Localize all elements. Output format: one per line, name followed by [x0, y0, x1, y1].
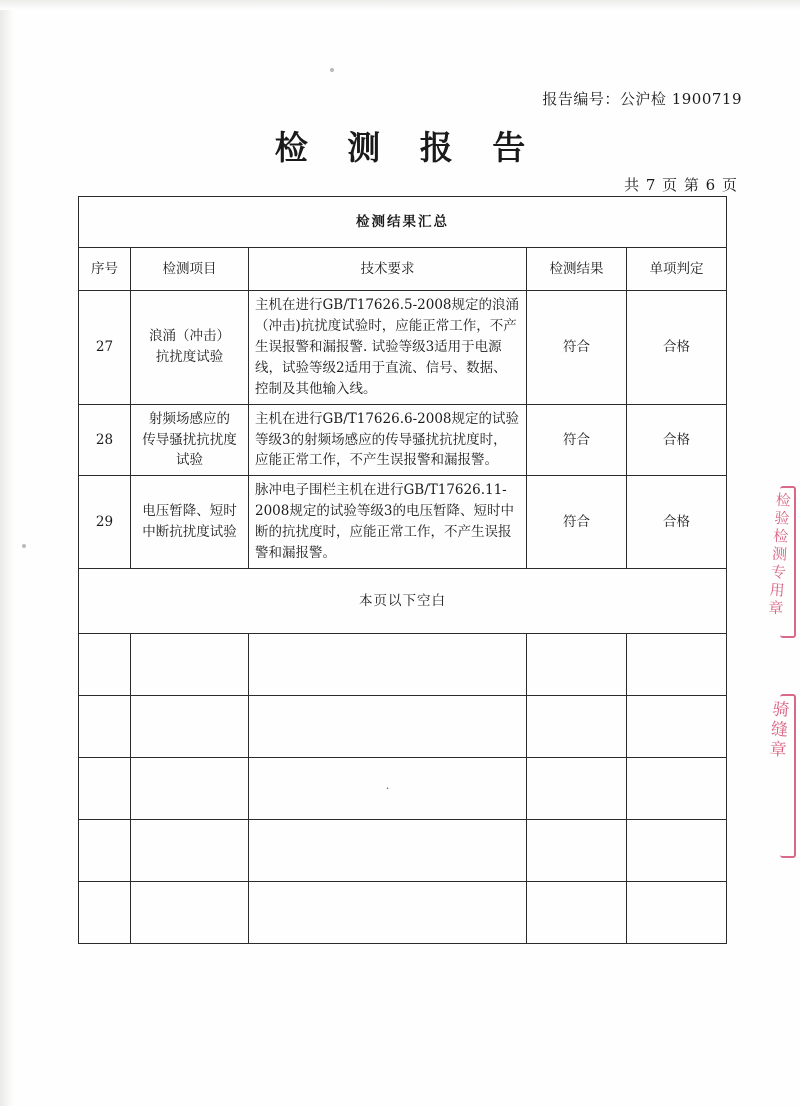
- empty-cell: [79, 820, 131, 882]
- scan-speck: [22, 544, 26, 548]
- empty-cell: [249, 820, 527, 882]
- empty-cell: [249, 696, 527, 758]
- row-item-line: 试验: [176, 452, 203, 469]
- row-judgement: 合格: [627, 476, 727, 569]
- red-seal-mark: 检验检测专用章: [765, 491, 793, 619]
- row-item: [131, 476, 249, 569]
- table-caption: 检测结果汇总: [79, 197, 727, 248]
- table-row-empty: [79, 696, 727, 758]
- column-header-requirement: 技术要求: [249, 248, 527, 291]
- row-number: 27: [79, 291, 131, 405]
- row-item: [131, 291, 249, 405]
- empty-cell: [131, 696, 249, 758]
- table-caption-row: [79, 197, 727, 248]
- empty-cell: [527, 882, 627, 944]
- row-item: [131, 404, 249, 476]
- table-header-row: [79, 248, 727, 291]
- empty-cell: [131, 820, 249, 882]
- table-row-empty: [79, 882, 727, 944]
- empty-cell: [627, 696, 727, 758]
- empty-cell: [527, 696, 627, 758]
- test-results-table: [78, 196, 727, 944]
- empty-cell: [249, 634, 527, 696]
- row-judgement: 合格: [627, 404, 727, 476]
- column-header-no: 序号: [79, 248, 131, 291]
- row-requirement: 脉冲电子围栏主机在进行GB/T17626.11-2008规定的试验等级3的电压暂降、短时中断的抗扰度时，应能正常工作，不产生误报警和漏报警。: [249, 476, 527, 569]
- column-header-result: 检测结果: [527, 248, 627, 291]
- empty-cell: [131, 758, 249, 820]
- empty-cell: [527, 634, 627, 696]
- empty-cell: [627, 758, 727, 820]
- empty-cell: [131, 882, 249, 944]
- empty-cell: [627, 820, 727, 882]
- table-row: [79, 404, 727, 476]
- page-title: 检 测 报 告: [274, 128, 540, 167]
- row-number: 29: [79, 476, 131, 569]
- column-header-item: 检测项目: [131, 248, 249, 291]
- blank-note: 本页以下空白: [79, 569, 727, 634]
- table-row-empty: [79, 758, 727, 820]
- table-row: [79, 291, 727, 405]
- row-requirement: 主机在进行GB/T17626.6-2008规定的试验等级3的射频场感应的传导骚扰抗扰度时，应能正常工作，不产生误报警和漏报警。: [249, 404, 527, 476]
- empty-cell: [79, 696, 131, 758]
- table-row-empty: [79, 820, 727, 882]
- empty-cell: [527, 820, 627, 882]
- red-seal-mark: 骑缝章: [764, 699, 790, 761]
- scan-speck: [330, 68, 334, 72]
- table-row-empty: [79, 634, 727, 696]
- empty-cell: [249, 882, 527, 944]
- paper-edge-top: [0, 0, 800, 10]
- row-item-line: 传导骚扰抗扰度: [142, 431, 237, 448]
- row-number: 28: [79, 404, 131, 476]
- row-item-line: 抗扰度试验: [155, 349, 224, 366]
- empty-cell: [527, 758, 627, 820]
- empty-cell: [131, 634, 249, 696]
- empty-cell: [79, 634, 131, 696]
- empty-cell: [249, 758, 527, 820]
- row-item-line: 中断抗扰度试验: [142, 524, 237, 541]
- row-result: 符合: [527, 404, 627, 476]
- row-item-line: 射频场感应的: [149, 410, 230, 427]
- row-result: 符合: [527, 291, 627, 405]
- empty-cell: [79, 758, 131, 820]
- row-item-line: 电压暂降、短时: [142, 503, 237, 520]
- empty-cell: [627, 882, 727, 944]
- empty-cell: [627, 634, 727, 696]
- table-row: [79, 476, 727, 569]
- row-item-line: 浪涌（冲击）: [149, 328, 230, 345]
- scan-speck: ·: [385, 782, 390, 796]
- report-number: 报告编号：公沪检 1900719: [542, 90, 742, 108]
- row-result: 符合: [527, 476, 627, 569]
- row-requirement: 主机在进行GB/T17626.5-2008规定的浪涌（冲击)抗扰度试验时，应能正常工作，不产生误报警和漏报警. 试验等级3适用于电源线，试验等级2适用于直流、信号、数据、控制及其他输入线。: [249, 291, 527, 405]
- page-counter: 共 7 页 第 6 页: [624, 176, 738, 194]
- blank-note-row: [79, 569, 727, 634]
- column-header-judgement: 单项判定: [627, 248, 727, 291]
- row-judgement: 合格: [627, 291, 727, 405]
- empty-cell: [79, 882, 131, 944]
